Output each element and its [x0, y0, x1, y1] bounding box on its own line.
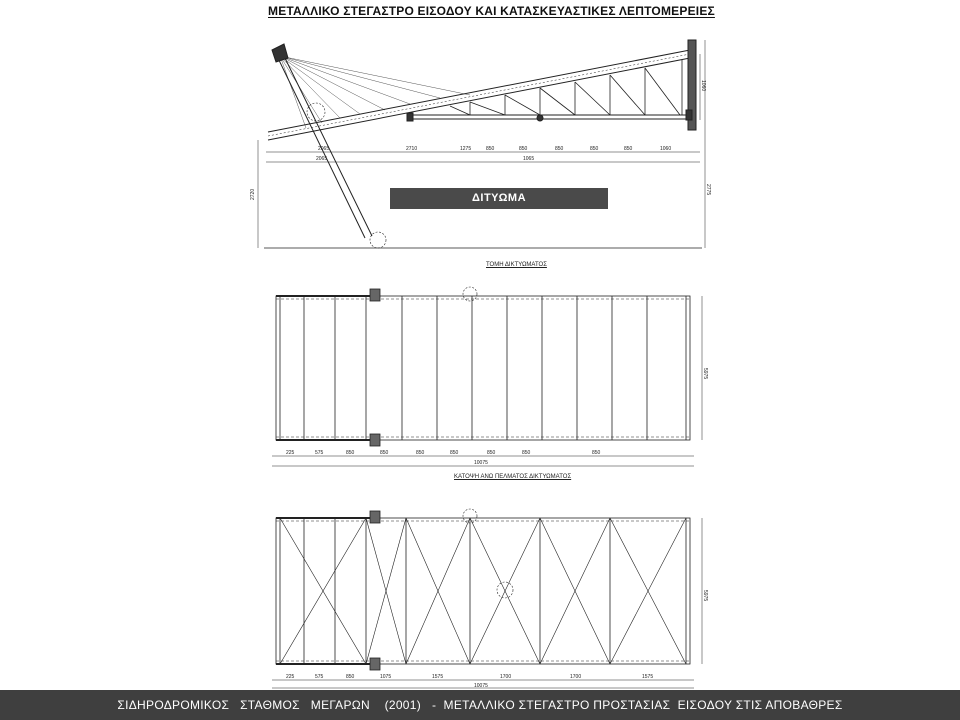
- plan1-purlins: [280, 296, 686, 440]
- dim-e2-0: 2065: [316, 156, 328, 162]
- dim-p1-total: 10075: [474, 460, 488, 466]
- dim-p2-total: 10075: [474, 683, 488, 689]
- dim-p1-0: 225: [286, 450, 295, 456]
- caption-section: ΤΟΜΗ ΔΙΚΤΥΩΜΑΤΟΣ: [486, 262, 547, 268]
- dim-p2-side: 5975: [702, 590, 708, 602]
- dim-e1-0: 2065: [318, 146, 330, 152]
- dim-e1-6: 850: [590, 146, 599, 152]
- dim-p1-1: 575: [315, 450, 324, 456]
- dim-p1-6: 850: [487, 450, 496, 456]
- elevation-view: [258, 40, 705, 248]
- plan-bracing: [272, 509, 702, 688]
- dim-e1-1: 2710: [406, 146, 418, 152]
- elevation-dimensions: [258, 40, 705, 248]
- dim-p2-6: 1700: [570, 674, 582, 680]
- dim-p2-2: 850: [346, 674, 355, 680]
- drawing-title: ΜΕΤΑΛΛΙΚΟ ΣΤΕΓΑΣΤΡΟ ΕΙΣΟΔΟΥ ΚΑΙ ΚΑΤΑΣΚΕΥΑΣΤΙΚΕΣ ΛΕΠΤΟΜΕΡΕΙΕΣ: [268, 4, 715, 18]
- dim-e1-3: 850: [486, 146, 495, 152]
- bottom-chord: [410, 115, 690, 119]
- dim-e2-1: 1065: [523, 156, 535, 162]
- dim-e1-4: 850: [519, 146, 528, 152]
- dim-p2-4: 1575: [432, 674, 444, 680]
- dim-e1-8: 1060: [660, 146, 672, 152]
- truss-webs: [450, 60, 682, 115]
- top-chord: [268, 50, 690, 140]
- dim-e-h-left: 2720: [250, 188, 256, 200]
- plan-top-chord: [272, 287, 702, 466]
- inclined-column: [272, 44, 372, 238]
- dim-p1-7: 850: [522, 450, 531, 456]
- dim-p1-8: 850: [592, 450, 601, 456]
- dim-p2-5: 1700: [500, 674, 512, 680]
- caption-plan-top: ΚΑΤΟΨΗ ΑΝΩ ΠΕΛΜΑΤΟΣ ΔΙΚΤΥΩΜΑΤΟΣ: [454, 474, 572, 480]
- dim-p1-side: 5975: [702, 368, 708, 380]
- section-tag: ΔΙΤΥΩΜΑ: [390, 188, 608, 209]
- dim-p1-3: 850: [380, 450, 389, 456]
- plan2-posts: [280, 518, 686, 664]
- dim-p2-3: 1075: [380, 674, 392, 680]
- footer-caption: ΣΙΔΗΡΟΔΡΟΜΙΚΟΣ ΣΤΑΘΜΟΣ ΜΕΓΑΡΩΝ (2001) - ΜΕΤΑΛΛΙΚΟ ΣΤΕΓΑΣΤΡΟ ΠΡΟΣΤΑΣΙΑΣ ΕΙΣΟΔΟΥ ΣΤΙΣ ΑΠΟΒΑΘΡΕΣ: [0, 690, 960, 720]
- dim-e1-5: 850: [555, 146, 564, 152]
- dim-p2-7: 1575: [642, 674, 654, 680]
- dim-p2-0: 225: [286, 674, 295, 680]
- dim-p2-1: 575: [315, 674, 324, 680]
- dim-p1-5: 850: [450, 450, 459, 456]
- dim-e-h-right: 2775: [705, 184, 711, 196]
- dim-e1-2: 1275: [460, 146, 472, 152]
- dim-e-right-small: 1060: [700, 80, 706, 92]
- plan2-x-bracing: [280, 518, 686, 664]
- dim-p1-4: 850: [416, 450, 425, 456]
- dim-e1-7: 850: [624, 146, 633, 152]
- dim-p1-2: 850: [346, 450, 355, 456]
